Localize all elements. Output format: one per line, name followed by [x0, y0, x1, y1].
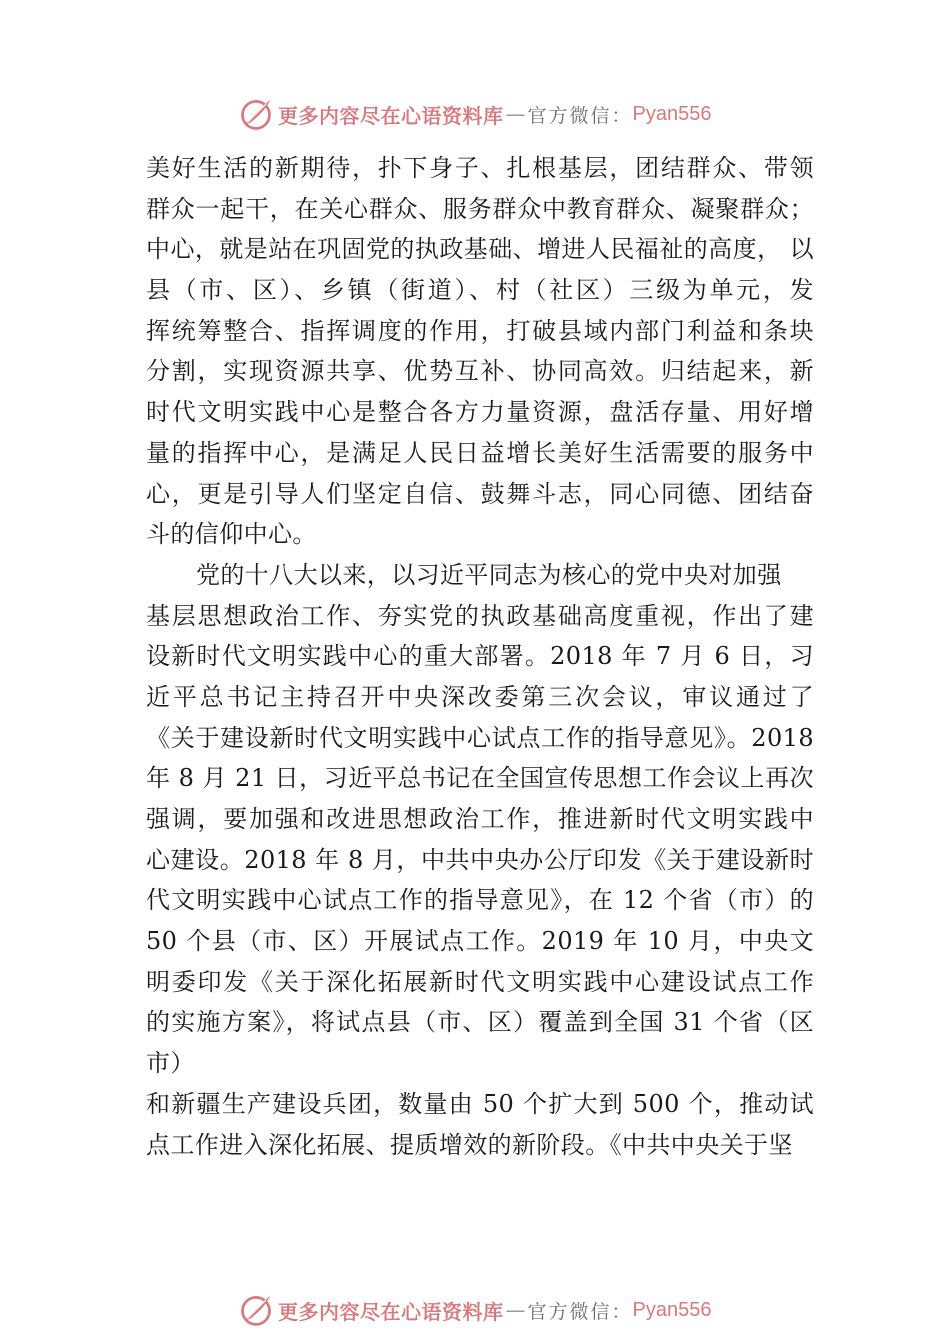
- text-line-5: 挥统筹整合、指挥调度的作用，打破县域内部门利益和条块: [146, 316, 814, 345]
- text-line-25: 点工作进入深化拓展、提质增效的新阶段。《中共中央关于坚: [146, 1130, 793, 1159]
- footer-wechat-label: 官方微信：: [527, 1300, 633, 1323]
- text-line-2: 群众一起干，在关心群众、服务群众中教育群众、凝聚群众；: [146, 194, 814, 223]
- footer-wechat-id: Pyan556: [632, 1298, 712, 1321]
- text-line-19: 代文明实践中心试点工作的指导意见》，在 12 个省（市）的: [146, 886, 814, 915]
- footer-banner: [0, 1290, 950, 1330]
- footer-banner-dash: —: [505, 1298, 526, 1322]
- text-line-10: 斗的信仰中心。: [146, 520, 317, 549]
- text-line-16: 年 8 月 21 日，习近平总书记在全国宣传思想工作会议上再次: [146, 764, 814, 793]
- text-line-4: 县（市、区）、乡镇（街道）、村（社区）三级为单元，发: [146, 276, 814, 305]
- header-banner-text: 更多内容尽在心语资料库: [278, 103, 504, 128]
- footer-banner-text: 更多内容尽在心语资料库: [278, 1299, 504, 1324]
- header-banner: [0, 94, 950, 134]
- text-line-22: 的实施方案》，将试点县（市、区）覆盖到全国 31 个省（区: [146, 1008, 814, 1037]
- text-line-9: 心，更是引导人们坚定自信、鼓舞斗志，同心同德、团结奋: [146, 479, 814, 508]
- feather-logo-icon: [238, 1292, 274, 1328]
- text-line-1: 美好生活的新期待，扑下身子、扎根基层，团结群众、带领: [146, 154, 814, 182]
- text-line-14: 近平总书记主持召开中央深改委第三次会议，审议通过了: [146, 682, 814, 711]
- text-line-11: 党的十八大以来，以习近平同志为核心的党中央对加强: [196, 560, 782, 589]
- text-line-20: 50 个县（市、区）开展试点工作。2019 年 10 月，中央文: [146, 927, 814, 956]
- text-line-15: 《关于建设新时代文明实践中心试点工作的指导意见》。2018: [146, 723, 814, 752]
- text-line-23: 市）: [146, 1049, 195, 1078]
- text-line-18: 心建设。2018 年 8 月，中共中央办公厅印发《关于建设新时: [146, 845, 814, 874]
- header-wechat-id: Pyan556: [632, 102, 712, 125]
- text-line-24: 和新疆生产建设兵团，数量由 50 个扩大到 500 个，推动试: [146, 1089, 814, 1118]
- text-line-13: 设新时代文明实践中心的重大部署。2018 年 7 月 6 日，习: [146, 642, 814, 671]
- text-line-3: 中心，就是站在巩固党的执政基础、增进人民福祉的高度， 以: [146, 235, 814, 264]
- text-line-7: 时代文明实践中心是整合各方力量资源，盘活存量、用好增: [146, 398, 814, 427]
- document-body: [146, 148, 814, 1165]
- header-wechat-label: 官方微信：: [527, 104, 633, 127]
- text-line-6: 分割，实现资源共享、优势互补、协同高效。归结起来，新: [146, 357, 814, 386]
- header-banner-inner: [238, 94, 711, 134]
- text-line-17: 强调，要加强和改进思想政治工作，推进新时代文明实践中: [146, 805, 814, 833]
- text-line-8: 量的指挥中心，是满足人民日益增长美好生活需要的服务中: [146, 438, 814, 467]
- feather-logo-icon: [238, 96, 274, 132]
- text-line-21: 明委印发《关于深化拓展新时代文明实践中心建设试点工作: [146, 967, 814, 996]
- footer-banner-inner: [238, 1290, 711, 1330]
- text-line-12: 基层思想政治工作、夯实党的执政基础高度重视，作出了建: [146, 601, 814, 630]
- header-banner-dash: —: [505, 102, 526, 126]
